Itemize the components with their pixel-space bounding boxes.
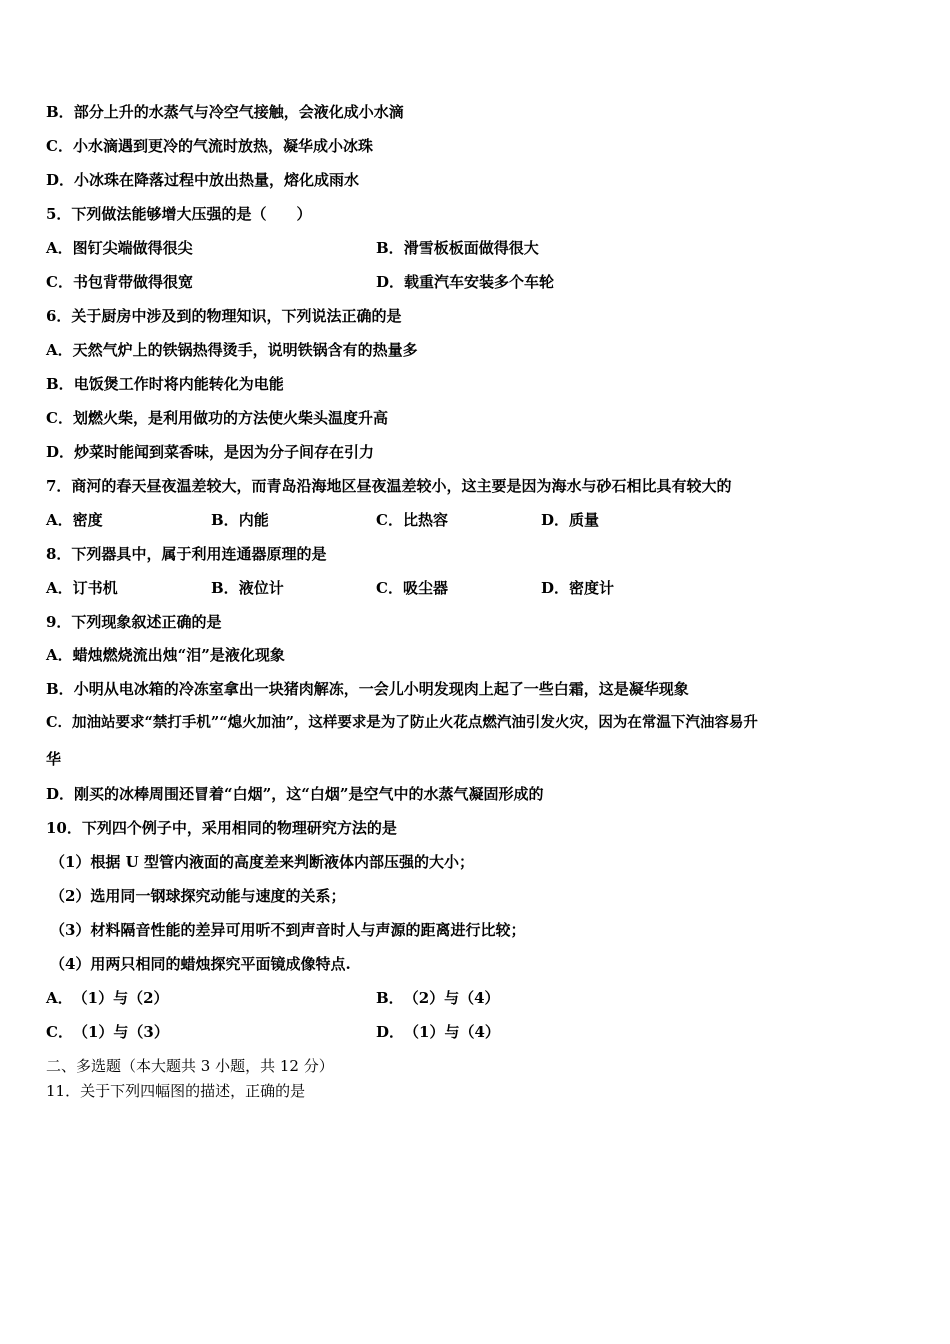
option-text: 订书机 <box>72 579 118 597</box>
option-text: 载重汽车安装多个车轮 <box>404 273 555 291</box>
option-text: 刚买的冰棒周围还冒着“白烟”，这“白烟”是空气中的水蒸气凝固形成的 <box>74 785 544 803</box>
q6-option-d <box>46 442 374 462</box>
q8-option-d <box>541 578 614 598</box>
option-label: B． <box>211 511 239 529</box>
q10-option-a <box>46 988 169 1008</box>
option-text: 密度 <box>72 511 103 529</box>
q6-stem: 6．关于厨房中涉及到的物理知识，下列说法正确的是 <box>46 307 402 325</box>
option-label: D． <box>541 511 570 529</box>
q8-stem: 8．下列器具中，属于利用连通器原理的是 <box>46 545 327 563</box>
q7-option-a <box>46 510 103 530</box>
q10-item-3: （3）材料隔音性能的差异可用听不到声音时人与声源的距离进行比较； <box>50 921 526 939</box>
q5-option-a <box>46 238 193 258</box>
option-label: D． <box>376 1023 405 1041</box>
option-text: 比热容 <box>402 511 448 529</box>
option-label: C． <box>376 511 403 529</box>
option-text: （1）与（4） <box>404 1023 500 1041</box>
option-text: 小冰珠在降落过程中放出热量，熔化成雨水 <box>74 171 360 189</box>
option-label: C． <box>46 273 73 291</box>
q5-option-d <box>376 272 554 292</box>
q10-item-1: （1）根据 U 型管内液面的高度差来判断液体内部压强的大小； <box>50 853 474 871</box>
option-text: 滑雪板板面做得很大 <box>403 239 539 257</box>
q5-option-c <box>46 272 193 292</box>
option-label: D． <box>376 273 405 291</box>
option-label: A． <box>46 579 73 597</box>
q9-option-a <box>46 645 285 665</box>
option-label: B． <box>376 989 404 1007</box>
q7-option-c <box>376 510 448 530</box>
option-text: 天然气炉上的铁锅热得烫手，说明铁锅含有的热量多 <box>72 341 418 359</box>
q9-option-c-continuation: 华 <box>46 750 62 768</box>
option-label: C． <box>46 714 73 731</box>
q10-item-2: （2）选用同一钢球探究动能与速度的关系； <box>50 887 346 905</box>
option-label: A． <box>46 646 73 664</box>
option-text: 质量 <box>569 511 600 529</box>
option-text: 加油站要求“禁打手机”“熄火加油”，这样要求是为了防止火花点燃汽油引发火灾，因为在常温下汽油容易升 <box>72 714 758 731</box>
q7-option-b <box>211 510 269 530</box>
q10-option-d <box>376 1022 500 1042</box>
q4-option-d <box>46 170 359 190</box>
q9-option-c <box>46 713 758 733</box>
option-text: 小水滴遇到更冷的气流时放热，凝华成小冰珠 <box>72 137 373 155</box>
option-label: D． <box>46 171 75 189</box>
option-label: A． <box>46 511 73 529</box>
section-heading: 二、多选题（本大题共 3 小题，共 12 分） <box>46 1057 334 1075</box>
option-text: 书包背带做得很宽 <box>72 273 193 291</box>
option-text: （1）与（2） <box>72 989 169 1007</box>
q9-option-d <box>46 784 544 804</box>
q10-option-c <box>46 1022 169 1042</box>
q8-option-c <box>376 578 448 598</box>
option-label: B． <box>46 375 74 393</box>
q5-option-b <box>376 238 539 258</box>
q5-stem: 5．下列做法能够增大压强的是（ ） <box>46 205 312 223</box>
option-label: C． <box>376 579 403 597</box>
option-text: 图钉尖端做得很尖 <box>72 239 193 257</box>
q6-option-c <box>46 408 388 428</box>
q4-option-c <box>46 136 373 156</box>
option-text: 小明从电冰箱的冷冻室拿出一块猪肉解冻，一会儿小明发现肉上起了一些白霜，这是凝华现象 <box>73 680 689 698</box>
option-text: 液位计 <box>238 579 284 597</box>
q8-option-a <box>46 578 118 598</box>
option-label: A． <box>46 341 73 359</box>
option-label: B． <box>211 579 239 597</box>
q7-option-d <box>541 510 599 530</box>
q9-stem: 9．下列现象叙述正确的是 <box>46 613 222 631</box>
option-label: A． <box>46 989 73 1007</box>
option-text: （2）与（4） <box>403 989 500 1007</box>
option-text: 部分上升的水蒸气与冷空气接触，会液化成小水滴 <box>73 103 404 121</box>
q8-option-b <box>211 578 284 598</box>
option-text: 内能 <box>238 511 269 529</box>
q11-stem: 11．关于下列四幅图的描述，正确的是 <box>46 1082 306 1100</box>
option-label: D． <box>46 443 75 461</box>
q10-stem: 10．下列四个例子中，采用相同的物理研究方法的是 <box>46 819 397 837</box>
option-text: 吸尘器 <box>402 579 448 597</box>
option-text: 蜡烛燃烧流出烛“泪”是液化现象 <box>72 646 285 664</box>
q9-option-b <box>46 679 689 699</box>
option-label: A． <box>46 239 73 257</box>
option-text: （1）与（3） <box>72 1023 169 1041</box>
option-label: C． <box>46 409 73 427</box>
q10-item-4: （4）用两只相同的蜡烛探究平面镜成像特点. <box>50 955 351 973</box>
option-text: 密度计 <box>569 579 615 597</box>
q7-stem: 7．商河的春天昼夜温差较大，而青岛沿海地区昼夜温差较小，这主要是因为海水与砂石相比具有较大的 <box>46 477 732 495</box>
option-label: B． <box>376 239 404 257</box>
option-label: D． <box>46 785 75 803</box>
q6-option-b <box>46 374 284 394</box>
option-label: B． <box>46 103 74 121</box>
q10-option-b <box>376 988 500 1008</box>
option-text: 划燃火柴，是利用做功的方法使火柴头温度升高 <box>72 409 388 427</box>
option-label: D． <box>541 579 570 597</box>
option-text: 炒菜时能闻到菜香味，是因为分子间存在引力 <box>74 443 375 461</box>
option-label: C． <box>46 137 73 155</box>
option-text: 电饭煲工作时将内能转化为电能 <box>73 375 284 393</box>
option-label: B． <box>46 680 74 698</box>
q6-option-a <box>46 340 418 360</box>
q4-option-b <box>46 102 404 122</box>
option-label: C． <box>46 1023 73 1041</box>
